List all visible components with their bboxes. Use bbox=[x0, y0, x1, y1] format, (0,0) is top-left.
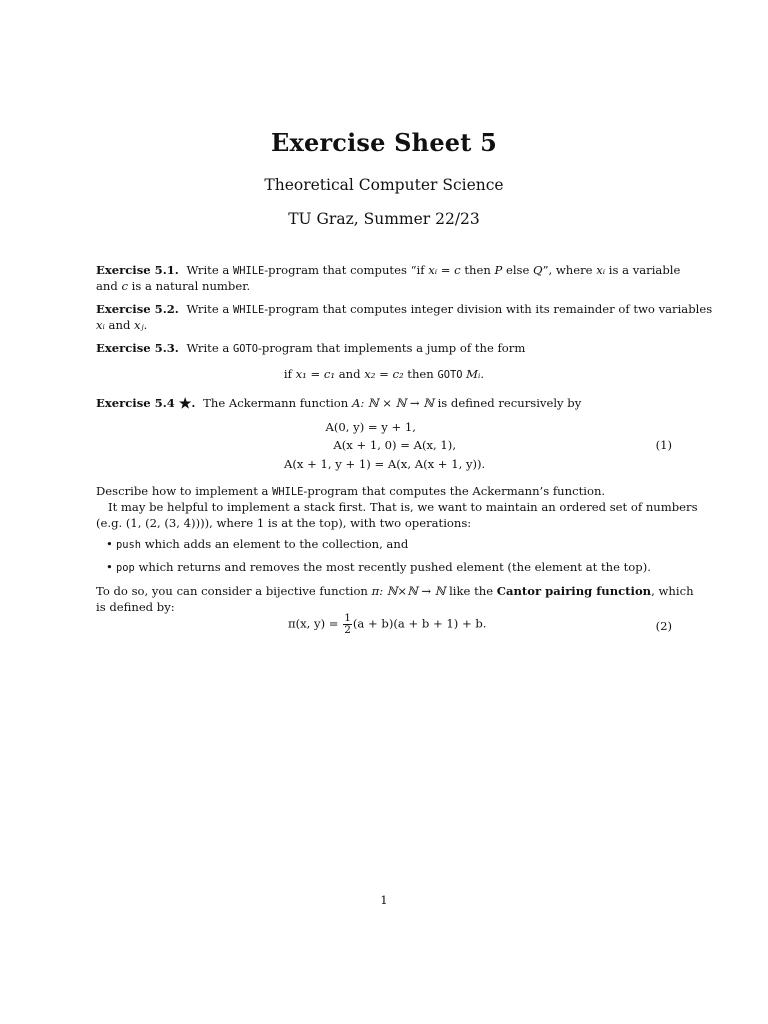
list-item bbox=[106, 537, 409, 553]
text: -program that computes “if bbox=[264, 263, 429, 277]
exercise-5-4 bbox=[96, 394, 672, 413]
math: A: ℕ × ℕ → ℕ bbox=[351, 396, 434, 410]
text: which returns and removes the most recently pushed element (the element at the top). bbox=[134, 560, 651, 574]
text: The Ackermann function bbox=[203, 396, 352, 410]
bullet-icon: • bbox=[106, 537, 113, 551]
text: is a natural number. bbox=[128, 278, 251, 293]
exercise-label: Exercise 5.1. bbox=[96, 263, 179, 277]
math: xⱼ bbox=[134, 317, 144, 332]
list-item bbox=[106, 560, 651, 576]
text: -program that computes integer division with its remainder of two variables bbox=[264, 302, 713, 316]
code-keyword: WHILE bbox=[232, 265, 265, 277]
equation-line bbox=[284, 457, 485, 473]
text: like the bbox=[445, 584, 497, 598]
text: , which bbox=[651, 584, 694, 598]
math: Mᵢ bbox=[466, 367, 481, 381]
equation-line bbox=[246, 438, 456, 454]
equation-number: (2) bbox=[655, 619, 672, 633]
star-icon: ★ bbox=[178, 396, 192, 412]
text: It may be helpful to implement a stack first. That is, we want to maintain an ordered set of numbers bbox=[108, 499, 698, 514]
text: and bbox=[96, 278, 122, 293]
text: then bbox=[460, 263, 495, 277]
text: (e.g. (1, (2, (3, 4)))), where 1 is at the top), with two operations: bbox=[96, 515, 472, 530]
text: if bbox=[283, 367, 296, 381]
code-keyword: WHILE bbox=[272, 486, 304, 498]
exercise-label: Exercise 5.4 ★. bbox=[96, 396, 196, 412]
exercise-label: Exercise 5.3. bbox=[96, 341, 179, 355]
text: To do so, you can consider a bijective function bbox=[96, 584, 372, 598]
fraction-denominator: 2 bbox=[344, 624, 351, 637]
math: c bbox=[121, 278, 128, 293]
math: xᵢ bbox=[596, 263, 606, 277]
code-keyword: GOTO bbox=[232, 343, 259, 355]
math: π: ℕ×ℕ → ℕ bbox=[371, 584, 446, 598]
text: Describe how to implement a bbox=[96, 484, 273, 498]
text: π(x, y) = bbox=[288, 616, 343, 631]
equation-2 bbox=[96, 611, 672, 645]
equation-body bbox=[288, 613, 487, 636]
text: (a + b)(a + b + 1) + b. bbox=[352, 616, 487, 631]
text: -program that implements a jump of the form bbox=[258, 341, 526, 355]
affiliation: TU Graz, Summer 22/23 bbox=[288, 210, 480, 228]
exercise-5-1 bbox=[96, 263, 681, 295]
bullet-icon: • bbox=[106, 560, 113, 574]
equation-number: (1) bbox=[655, 438, 672, 452]
code-keyword: GOTO bbox=[437, 369, 463, 381]
text: -program that computes the Ackermann’s function. bbox=[303, 484, 606, 498]
text: is a variable bbox=[605, 263, 681, 277]
math: xᵢ bbox=[96, 317, 105, 332]
exercise-5-3 bbox=[96, 341, 672, 357]
text: and bbox=[335, 367, 365, 381]
text: is defined recursively by bbox=[433, 396, 582, 410]
code-keyword: push bbox=[116, 539, 142, 551]
text: then bbox=[403, 367, 438, 381]
math: Q bbox=[533, 263, 543, 277]
text: A(x + 1, y + 1) = A(x, A(x + 1, y)). bbox=[284, 457, 486, 471]
text: Write a bbox=[186, 302, 233, 316]
text: A(x + 1, 0) = A(x, 1), bbox=[333, 438, 456, 452]
bold-term: Cantor pairing function bbox=[496, 584, 652, 598]
exercise-label: Exercise 5.2. bbox=[96, 302, 179, 316]
jump-condition: if x₁ = c₁ and x₂ = c₂ then GOTO Mᵢ. bbox=[283, 367, 485, 381]
sheet-title: Exercise Sheet 5 bbox=[270, 128, 498, 157]
math: x₂ = c₂ bbox=[364, 367, 404, 381]
fraction bbox=[343, 613, 352, 636]
text: else bbox=[502, 263, 534, 277]
paragraph-describe bbox=[96, 484, 698, 532]
equation-1 bbox=[96, 420, 672, 476]
exercise-label-text: Exercise 5.4 bbox=[96, 396, 175, 410]
page-number: 1 bbox=[380, 893, 388, 907]
math: x₁ = c₁ bbox=[295, 367, 336, 381]
fraction-numerator: 1 bbox=[344, 612, 351, 624]
exercise-5-2: Exercise 5.2. Write a WHILE-program that computes integer division with its remainder of two variables xᵢ and xⱼ. bbox=[96, 302, 713, 332]
text: is defined by: bbox=[96, 599, 175, 614]
text: A(0, y) = y + 1, bbox=[325, 420, 416, 434]
math: xᵢ = c bbox=[428, 263, 461, 277]
math: P bbox=[494, 263, 503, 277]
course-name: Theoretical Computer Science bbox=[264, 176, 504, 194]
text: Write a bbox=[186, 263, 233, 277]
text: ”, where bbox=[542, 263, 597, 277]
text: which adds an element to the collection, and bbox=[141, 537, 409, 551]
code-keyword: WHILE bbox=[232, 304, 265, 316]
code-keyword: pop bbox=[116, 562, 135, 574]
text: and bbox=[104, 317, 135, 332]
equation-line bbox=[286, 420, 416, 436]
text: Write a bbox=[186, 341, 233, 355]
